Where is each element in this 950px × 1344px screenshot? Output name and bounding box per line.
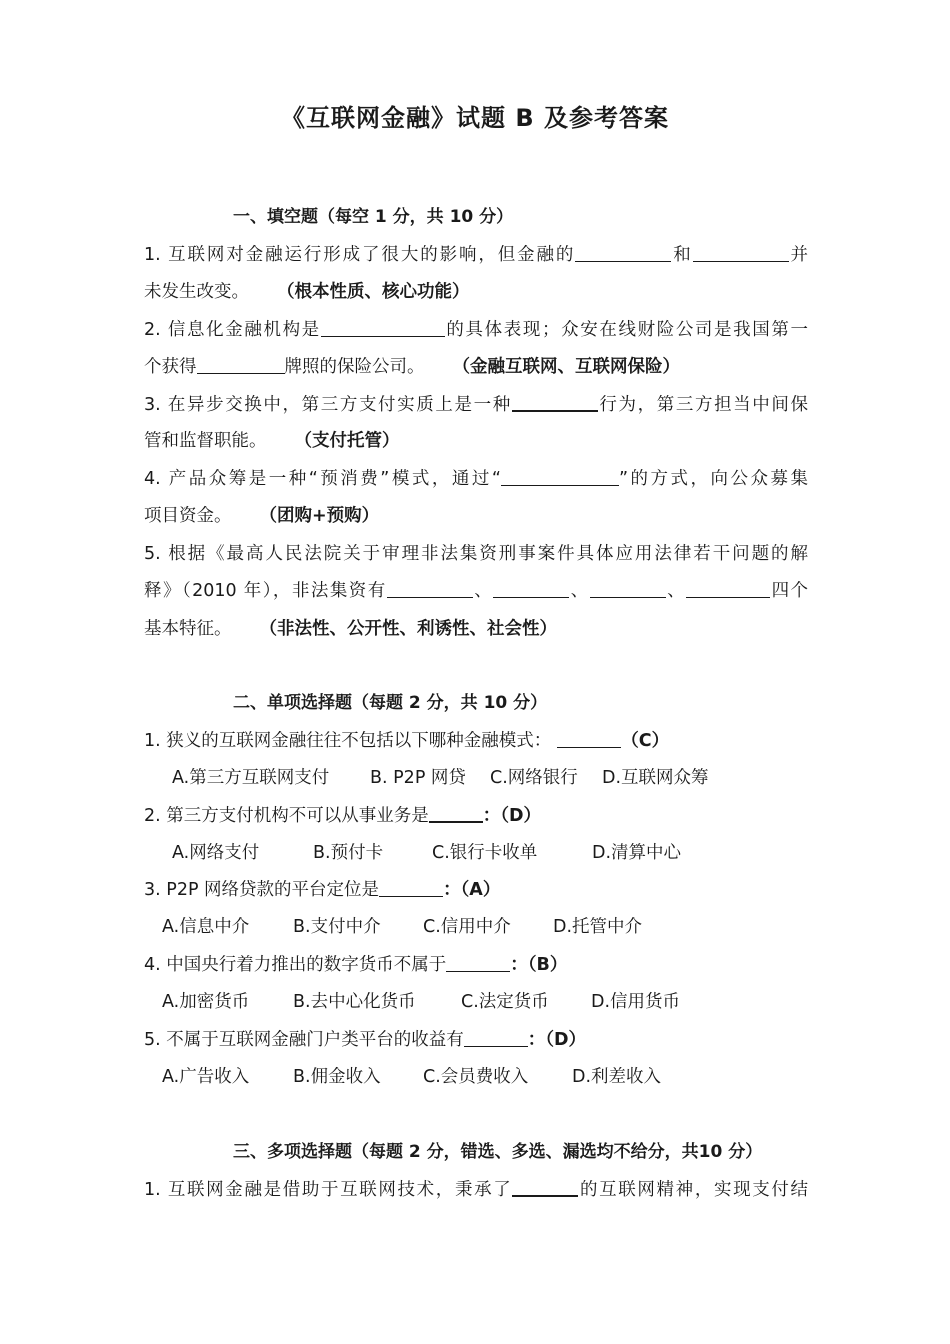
- s1-q5-line3: 基本特征。 （非法性、公开性、利诱性、社会性）: [144, 619, 557, 639]
- s2-q4-option-d: D.信用货币: [591, 992, 681, 1012]
- s2-q1-option-a: A.第三方互联网支付: [172, 768, 330, 788]
- s1-q3-answer: （支付托管）: [294, 431, 400, 451]
- s1-q5-line1: 5. 根据《最高人民法院关于审理非法集资刑事案件具体应用法律若干问题的解: [144, 544, 808, 564]
- s1-q3-line1: 3. 在异步交换中，第三方支付实质上是一种 行为，第三方担当中间保: [144, 390, 808, 420]
- s2-q5-option-c: C.会员费收入: [423, 1067, 529, 1087]
- s2-q1-option-c: C.网络银行: [490, 768, 578, 788]
- document-title: 《互联网金融》试题 B 及参考答案: [280, 104, 669, 132]
- blank: [501, 465, 619, 486]
- blank: [512, 1175, 578, 1197]
- s1-q2-line1: 2. 信息化金融机构是 的具体表现；众安在线财险公司是我国第一: [144, 315, 808, 345]
- s1-q1-line2: 未发生改变。 （根本性质、核心功能）: [144, 282, 470, 302]
- blank: [686, 577, 770, 598]
- s2-q3-option-c: C.信用中介: [423, 917, 511, 937]
- s1-q3-line2: 管和监督职能。 （支付托管）: [144, 431, 400, 451]
- blank: [429, 801, 483, 823]
- blank: [197, 353, 285, 374]
- blank: [379, 876, 443, 897]
- s2-q3-option-a: A.信息中介: [162, 917, 250, 937]
- s2-q3-option-d: D.托管中介: [553, 917, 643, 937]
- s1-q1-answer: （根本性质、核心功能）: [277, 282, 470, 302]
- blank: [512, 390, 598, 412]
- section-2-heading: 二、单项选择题（每题 2 分，共 10 分）: [233, 693, 548, 713]
- blank: [464, 1026, 528, 1047]
- s3-q1-line1: 1. 互联网金融是借助于互联网技术，秉承了 的互联网精神，实现支付结: [144, 1175, 808, 1205]
- s2-q1-option-b: B. P2P 网贷: [370, 768, 466, 788]
- s2-q5-option-b: B.佣金收入: [293, 1067, 381, 1087]
- s2-q4-stem: 4. 中国央行着力推出的数字货币不属于 ：（B）: [144, 950, 567, 980]
- s2-q3-stem: 3. P2P 网络贷款的平台定位是 ：（A）: [144, 875, 500, 905]
- s1-q5-answer: （非法性、公开性、利诱性、社会性）: [259, 619, 557, 639]
- section-3-heading: 三、多项选择题（每题 2 分，错选、多选、漏选均不给分，共10 分）: [233, 1142, 763, 1162]
- s2-q4-option-c: C.法定货币: [461, 992, 549, 1012]
- s2-q5-option-d: D.利差收入: [572, 1067, 662, 1087]
- blank: [557, 727, 621, 748]
- section-1-heading: 一、填空题（每空 1 分，共 10 分）: [233, 207, 514, 227]
- s1-q4-line2: 项目资金。 （团购+预购）: [144, 506, 380, 526]
- s2-q1-stem: 1. 狭义的互联网金融往往不包括以下哪种金融模式： （C）: [144, 726, 669, 756]
- s2-q2-option-d: D.清算中心: [592, 843, 682, 863]
- s2-q5-option-a: A.广告收入: [162, 1067, 250, 1087]
- s1-q2-answer: （金融互联网、互联网保险）: [452, 357, 680, 377]
- s2-q1-option-d: D.互联网众筹: [602, 768, 709, 788]
- s2-q4-option-b: B.去中心化货币: [293, 992, 416, 1012]
- blank: [693, 241, 789, 262]
- blank: [493, 577, 569, 598]
- blank: [446, 951, 510, 972]
- blank: [575, 241, 671, 262]
- blank: [590, 577, 666, 598]
- s2-q2-option-a: A.网络支付: [172, 843, 260, 863]
- s2-q2-option-b: B.预付卡: [313, 843, 384, 863]
- s1-q5-line2: 释》（2010 年），非法集资有 、 、 、 四个: [144, 576, 808, 606]
- s2-q4-option-a: A.加密货币: [162, 992, 250, 1012]
- s1-q2-line2: 个获得 牌照的保险公司。 （金融互联网、互联网保险）: [144, 352, 680, 382]
- s2-q2-option-c: C.银行卡收单: [432, 843, 538, 863]
- s1-q4-line1: 4. 产品众筹是一种“预消费”模式，通过“ ”的方式，向公众募集: [144, 464, 808, 494]
- s2-q5-stem: 5. 不属于互联网金融门户类平台的收益有 ：（D）: [144, 1025, 586, 1055]
- s2-q2-stem: 2. 第三方支付机构不可以从事业务是 ：（D）: [144, 801, 541, 831]
- blank: [387, 577, 473, 598]
- s1-q4-answer: （团购+预购）: [259, 506, 380, 526]
- blank: [321, 316, 445, 337]
- s2-q3-option-b: B.支付中介: [293, 917, 381, 937]
- s1-q1-line1: 1. 互联网对金融运行形成了很大的影响，但金融的 和 并: [144, 240, 808, 270]
